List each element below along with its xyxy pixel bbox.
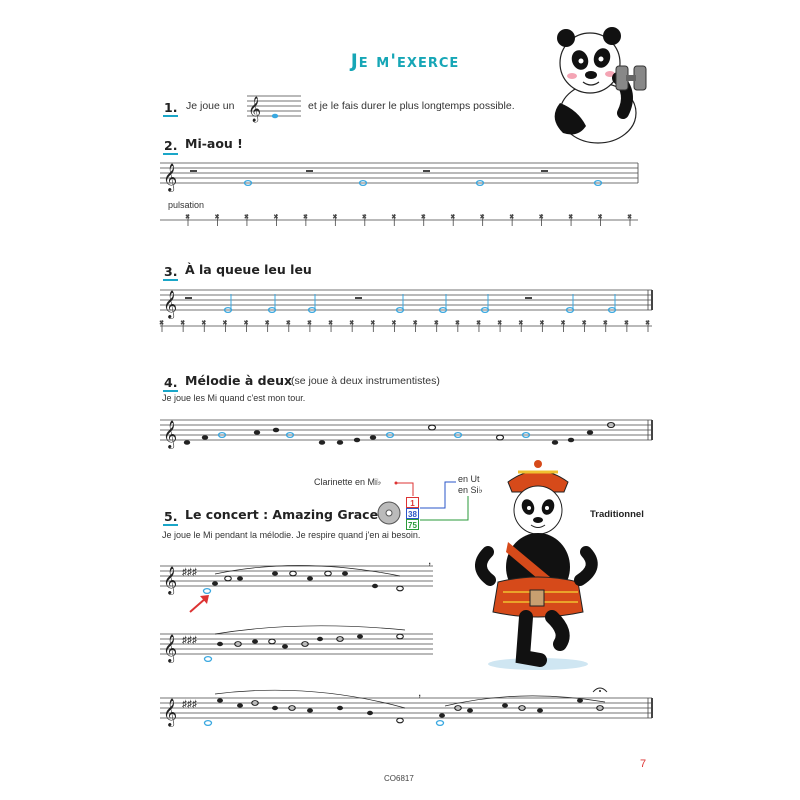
pulse-cross: ×	[509, 214, 514, 221]
svg-text:𝄞: 𝄞	[163, 698, 178, 726]
pulse-cross: ×	[421, 214, 426, 221]
pulse-cross: ×	[598, 214, 603, 221]
pulse-cross: ×	[328, 320, 333, 327]
svg-text:𝄞: 𝄞	[163, 420, 178, 448]
pulse-cross: ×	[349, 320, 354, 327]
pulse-cross: ×	[624, 320, 629, 327]
svg-text:♯♯♯: ♯♯♯	[182, 699, 197, 710]
ex1-number: 1.	[164, 100, 178, 115]
pulse-cross: ×	[286, 320, 291, 327]
track-connectors	[390, 478, 480, 528]
amazing-grace-staff-3	[160, 685, 655, 738]
pulse-cross: ×	[362, 214, 367, 221]
pulse-cross: ×	[244, 320, 249, 327]
ex2-title: Mi-aou !	[185, 136, 243, 151]
amazing-grace-staff-2	[160, 634, 435, 674]
pulse-cross: ×	[214, 214, 220, 221]
pulse-cross: ×	[497, 320, 502, 327]
ex5-instruction: Je joue le Mi pendant la mélodie. Je respire quand j'en ai besoin.	[162, 530, 421, 540]
pulse-cross: ×	[391, 320, 397, 327]
pulse-cross: ×	[434, 320, 439, 327]
pulse-cross: ×	[413, 320, 418, 327]
en-sib-label: en Si♭	[458, 485, 483, 495]
ex4-subtitle: (se joue à deux instrumentistes)	[291, 375, 440, 387]
pulse-cross: ×	[370, 320, 375, 327]
ex1-mini-staff	[245, 92, 303, 124]
panda-kilt-illustration	[468, 462, 608, 672]
track-1: 1	[406, 497, 419, 508]
pulse-cross: ×	[518, 320, 523, 327]
ex4-instruction: Je joue les Mi quand c'est mon tour.	[162, 393, 306, 403]
pulse-cross: ×	[332, 214, 337, 221]
clarinet-label: Clarinette en Mi♭	[314, 477, 382, 487]
svg-text:𝄞: 𝄞	[163, 566, 178, 594]
pulse-cross: ×	[603, 320, 608, 327]
svg-text:♯♯♯: ♯♯♯	[182, 635, 197, 646]
pulse-cross: ×	[159, 320, 164, 327]
panda-dumbbell-illustration	[538, 18, 648, 143]
pulse-cross: ×	[273, 214, 278, 221]
svg-text:,: ,	[428, 553, 432, 567]
ex5-composer: Traditionnel	[590, 509, 644, 520]
pulse-cross: ×	[180, 320, 185, 327]
en-ut-label: en Ut	[458, 474, 480, 484]
red-arrow	[188, 592, 212, 614]
pulse-cross: ×	[185, 214, 190, 221]
page-title: Je m'exerce	[350, 50, 460, 72]
pulse-cross: ×	[307, 320, 312, 327]
ex1-text-after: et je le fais durer le plus longtemps possible.	[308, 100, 515, 112]
svg-text:,: ,	[418, 685, 422, 699]
pulse-cross: ×	[627, 214, 632, 221]
pulse-cross: ×	[201, 320, 206, 327]
pulse-cross: ×	[455, 320, 460, 327]
pulse-cross: ×	[560, 320, 566, 327]
ex3-staff	[160, 290, 655, 340]
svg-text:♯♯♯: ♯♯♯	[182, 567, 197, 578]
ex1-text-before: Je joue un	[186, 100, 235, 112]
pulse-cross: ×	[450, 214, 455, 221]
pulse-cross: ×	[476, 320, 481, 327]
track-75: 75	[406, 519, 419, 530]
ex2-staff	[160, 163, 640, 233]
ex4-title: Mélodie à deux	[185, 373, 293, 388]
track-38: 38	[406, 508, 419, 519]
pulse-cross: ×	[222, 320, 227, 327]
ex2-pulse-label: pulsation	[168, 200, 205, 210]
ex3-title: À la queue leu leu	[185, 262, 312, 277]
pulse-cross: ×	[244, 214, 249, 221]
ex2-number: 2.	[164, 138, 178, 153]
svg-text:𝄞: 𝄞	[248, 97, 262, 122]
svg-text:𝄞: 𝄞	[163, 163, 178, 191]
pulse-cross: ×	[539, 214, 544, 221]
page-number: 7	[640, 758, 647, 770]
ex4-number: 4.	[164, 375, 178, 390]
svg-text:𝄞: 𝄞	[163, 634, 178, 662]
pulse-cross: ×	[303, 214, 308, 221]
footer-code: CO6817	[384, 774, 414, 783]
svg-text:𝄞: 𝄞	[163, 290, 178, 318]
pulse-cross: ×	[265, 320, 270, 327]
ex5-number: 5.	[164, 509, 178, 524]
pulse-cross: ×	[480, 214, 485, 221]
pulse-cross: ×	[391, 214, 396, 221]
pulse-cross: ×	[568, 214, 573, 221]
pulse-cross: ×	[539, 320, 544, 327]
ex4-staff	[160, 420, 655, 455]
pulse-cross: ×	[645, 320, 650, 327]
ex3-number: 3.	[164, 264, 178, 279]
ex5-title: Le concert : Amazing Grace	[185, 507, 379, 522]
pulse-cross: ×	[582, 320, 587, 327]
